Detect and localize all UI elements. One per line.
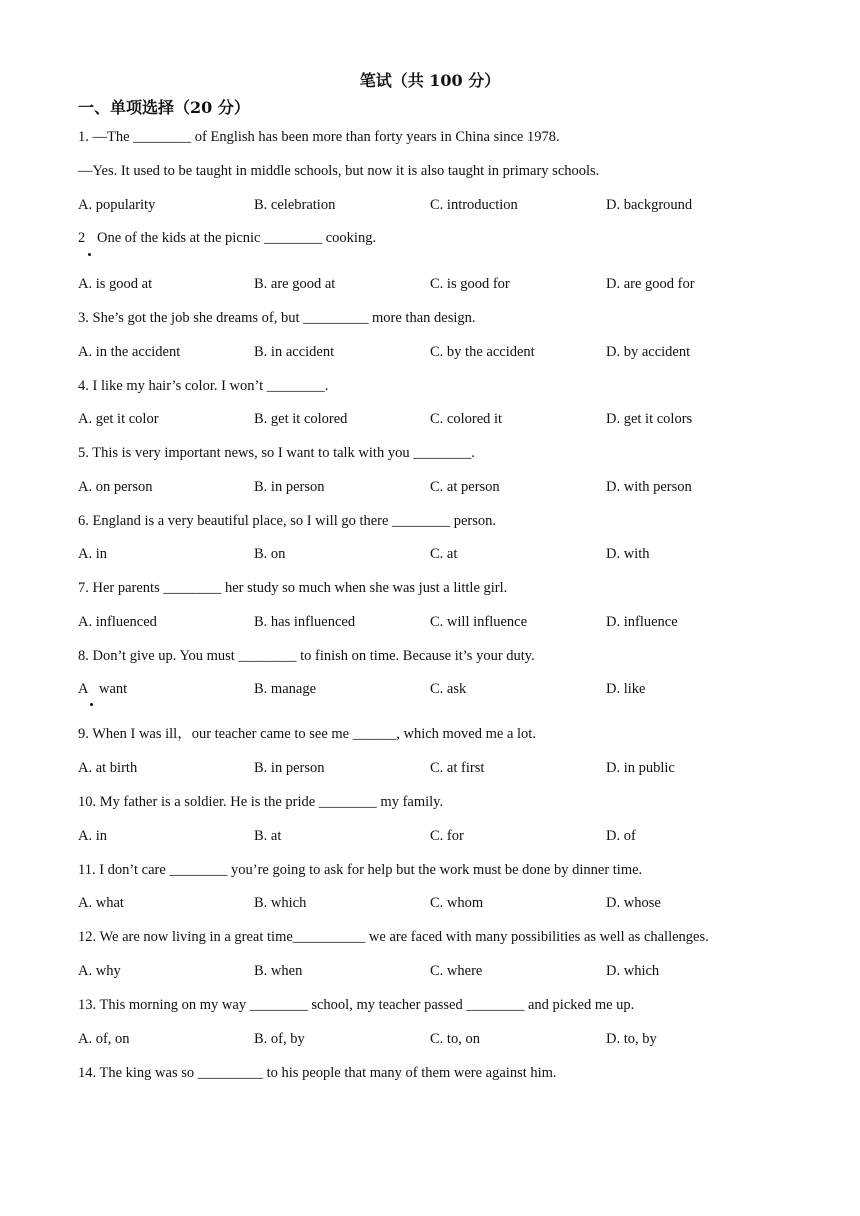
option-b: B. in accident <box>254 344 335 360</box>
question-9-options <box>78 759 778 777</box>
punctuation-dot <box>88 253 91 256</box>
option-b: B. manage <box>254 681 317 697</box>
option-b: B. celebration <box>254 197 336 213</box>
section-heading: 一、单项选择（20 分） <box>78 98 250 117</box>
option-a-text: want <box>99 681 128 697</box>
option-a: A. is good at <box>78 276 153 292</box>
question-11-options <box>78 894 778 912</box>
option-a: A. get it color <box>78 411 159 427</box>
question-4-line-1: 4. I like my hair’s color. I won’t ________. <box>78 378 329 394</box>
question-12-options <box>78 962 778 980</box>
option-c: C. to, on <box>430 1031 480 1047</box>
page-title: 笔试（共 100 分） <box>359 71 501 90</box>
option-d: D. get it colors <box>606 411 693 427</box>
question-1-line-1: 1. —The ________ of English has been more than forty years in China since 1978. <box>78 129 560 145</box>
option-b: B. in person <box>254 760 325 776</box>
option-b: B. at <box>254 828 282 844</box>
question-10-options <box>78 827 778 845</box>
option-c: C. ask <box>430 681 467 697</box>
option-c: C. at first <box>430 760 485 776</box>
option-d: D. with person <box>606 479 692 495</box>
option-d: D. like <box>606 681 646 697</box>
option-b: B. of, by <box>254 1031 305 1047</box>
question-11-line-1: 11. I don’t care ________ you’re going to ask for help but the work must be done by dinner time. <box>78 862 643 878</box>
option-c: C. where <box>430 963 483 979</box>
question-10-line-1: 10. My father is a soldier. He is the pride ________ my family. <box>78 794 444 810</box>
question-1-line-2: —Yes. It used to be taught in middle schools, but now it is also taught in primary schools. <box>78 163 600 179</box>
question-3-line-1: 3. She’s got the job she dreams of, but _________ more than design. <box>78 310 476 326</box>
question-2-options <box>78 275 778 293</box>
option-d: D. by accident <box>606 344 691 360</box>
question-14-line-1: 14. The king was so _________ to his people that many of them were against him. <box>78 1065 557 1081</box>
option-a: A. why <box>78 963 121 979</box>
option-a: A. of, on <box>78 1031 130 1047</box>
option-a: A. on person <box>78 479 153 495</box>
option-d: D. influence <box>606 614 678 630</box>
option-d: D. of <box>606 828 636 844</box>
option-b: B. are good at <box>254 276 336 292</box>
question-8-options <box>78 680 778 698</box>
option-a-letter: A <box>78 681 89 697</box>
question-4-options <box>78 410 778 428</box>
option-c: C. at person <box>430 479 500 495</box>
question-6-line-1: 6. England is a very beautiful place, so I will go there ________ person. <box>78 513 496 529</box>
option-c: C. will influence <box>430 614 528 630</box>
option-c: C. for <box>430 828 464 844</box>
option-d: D. in public <box>606 760 675 776</box>
question-13-options <box>78 1030 778 1048</box>
option-d: D. which <box>606 963 660 979</box>
option-d: D. background <box>606 197 693 213</box>
punctuation-dot <box>90 703 93 706</box>
option-b: B. which <box>254 895 307 911</box>
question-13-line-1: 13. This morning on my way ________ school, my teacher passed ________ and picked me up. <box>78 997 635 1013</box>
option-a: A. in the accident <box>78 344 181 360</box>
option-a: A. in <box>78 546 107 562</box>
question-7-line-1: 7. Her parents ________ her study so much when she was just a little girl. <box>78 580 508 596</box>
question-2-number: 2 <box>78 230 86 246</box>
option-c: C. at <box>430 546 458 562</box>
option-d: D. with <box>606 546 650 562</box>
option-c: C. colored it <box>430 411 503 427</box>
question-2-stem: One of the kids at the picnic ________ cooking. <box>97 230 377 246</box>
option-b: B. in person <box>254 479 325 495</box>
option-b: B. on <box>254 546 286 562</box>
question-6-options <box>78 545 778 563</box>
question-5-line-1: 5. This is very important news, so I want to talk with you ________. <box>78 445 475 461</box>
option-b: B. when <box>254 963 303 979</box>
question-7-options <box>78 613 778 631</box>
question-8-line-1: 8. Don’t give up. You must ________ to finish on time. Because it’s your duty. <box>78 648 535 664</box>
option-a: A. in <box>78 828 107 844</box>
question-12-line-1: 12. We are now living in a great time__________ we are faced with many possibilities as well as challenges. <box>78 929 709 945</box>
option-c: C. by the accident <box>430 344 535 360</box>
question-5-options <box>78 478 778 496</box>
option-c: C. is good for <box>430 276 510 292</box>
option-b: B. get it colored <box>254 411 348 427</box>
option-a: A. influenced <box>78 614 157 630</box>
option-a: A. what <box>78 895 124 911</box>
question-9-line-1: 9. When I was ill，our teacher came to see me ______, which moved me a lot. <box>78 726 536 742</box>
question-1-options <box>78 196 778 214</box>
option-d: D. whose <box>606 895 661 911</box>
option-c: C. whom <box>430 895 484 911</box>
option-c: C. introduction <box>430 197 518 213</box>
question-3-options <box>78 343 778 361</box>
option-d: D. are good for <box>606 276 695 292</box>
option-a: A. at birth <box>78 760 138 776</box>
option-b: B. has influenced <box>254 614 356 630</box>
option-a: A. popularity <box>78 197 156 213</box>
option-d: D. to, by <box>606 1031 657 1047</box>
